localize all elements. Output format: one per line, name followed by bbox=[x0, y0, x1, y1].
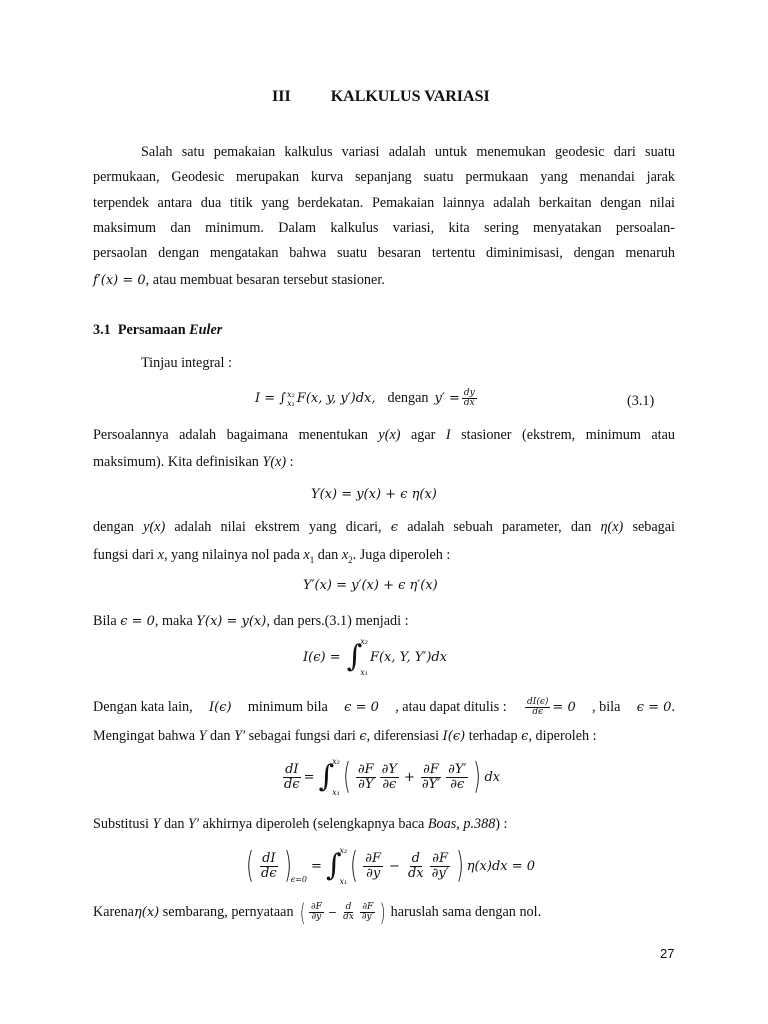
section-title-italic: Euler bbox=[189, 322, 223, 338]
integral-sign: ∫ bbox=[325, 848, 342, 883]
frac-den: ∂y bbox=[311, 912, 322, 923]
frac-dY-de bbox=[380, 763, 399, 791]
t: Boas, p.388 bbox=[427, 816, 496, 832]
t: Substitusi bbox=[93, 816, 153, 832]
t: ϵ = 0 bbox=[636, 700, 672, 715]
frac-d-dx-small bbox=[341, 903, 356, 923]
frac-den: dx bbox=[407, 865, 424, 881]
t: Y(x) bbox=[262, 454, 287, 470]
equation-Yprime: Y′(x) = y′(x) + ϵ η′(x) bbox=[303, 578, 438, 593]
t: Bila bbox=[93, 613, 121, 629]
t: , bila bbox=[592, 699, 621, 715]
t: Persoalannya adalah bagaimana menentukan bbox=[93, 427, 379, 443]
frac-dF-dyp bbox=[430, 852, 451, 880]
t: 1 bbox=[309, 554, 315, 565]
frac-num: d bbox=[411, 850, 420, 866]
equation-dI-de bbox=[280, 757, 500, 797]
frac-num: ∂F bbox=[357, 761, 374, 777]
t: dan bbox=[206, 728, 235, 744]
page-number: 27 bbox=[660, 946, 675, 961]
lower-limit: x₁ bbox=[332, 788, 340, 797]
p3-line-2 bbox=[93, 543, 450, 573]
t: x bbox=[157, 547, 164, 563]
frac-num: dI bbox=[285, 761, 299, 777]
p2-line-1 bbox=[93, 427, 675, 444]
t: , maka bbox=[154, 613, 197, 629]
t: η(x) bbox=[600, 519, 624, 535]
equation-3-1 bbox=[255, 386, 479, 411]
dx: dx bbox=[484, 769, 501, 785]
frac-d-dx bbox=[406, 852, 426, 880]
eq31-body: F(x, y, y′)dx, bbox=[296, 391, 376, 407]
frac-num: ∂F bbox=[310, 901, 322, 912]
p5-line-2 bbox=[93, 724, 597, 749]
t: , diperoleh : bbox=[528, 728, 597, 744]
t: terhadap bbox=[465, 728, 522, 744]
frac-num: dy bbox=[463, 387, 475, 398]
t: Y bbox=[152, 816, 161, 832]
t: x bbox=[341, 547, 349, 563]
section-number: 3.1 bbox=[93, 322, 111, 338]
eq31-lower-limit: x₁ bbox=[287, 398, 295, 408]
t: , dan pers.(3.1) menjadi : bbox=[266, 613, 409, 629]
t: ) : bbox=[495, 816, 508, 832]
tinjau-text: Tinjau integral : bbox=[141, 355, 232, 371]
frac-num: dI bbox=[262, 850, 276, 866]
t: dan bbox=[314, 547, 342, 563]
t: dengan bbox=[93, 519, 144, 535]
p7-line bbox=[93, 900, 541, 925]
frac-dF-dy bbox=[363, 852, 383, 880]
p4-line bbox=[93, 609, 409, 634]
plus: + bbox=[403, 769, 415, 785]
chapter-number: III bbox=[272, 88, 291, 105]
eqI-lhs: I(ϵ) = bbox=[303, 649, 341, 665]
section-title: Persamaan bbox=[117, 322, 186, 338]
right-paren: ) bbox=[473, 756, 482, 797]
equals: = bbox=[303, 769, 315, 785]
t: dan bbox=[160, 816, 189, 832]
t: haruslah sama dengan nol. bbox=[387, 904, 542, 920]
frac-den: dϵ bbox=[284, 776, 300, 792]
frac-num: ∂Y bbox=[381, 761, 397, 777]
frac-den: ∂y′ bbox=[361, 912, 374, 923]
frac-den: ∂y′ bbox=[431, 865, 449, 881]
frac-num: ∂Y′ bbox=[448, 761, 467, 777]
p5-line-1 bbox=[93, 695, 675, 720]
frac-den: ∂Y bbox=[358, 776, 374, 792]
upper-limit: x₂ bbox=[332, 757, 340, 766]
t: Y′ bbox=[188, 816, 200, 832]
t: , atau dapat ditulis : bbox=[395, 699, 507, 715]
t: Y(x) = y(x) bbox=[196, 614, 267, 629]
intro-tail: , atau membuat besaran tersebut stasioner. bbox=[145, 272, 385, 288]
intro-line-1: Salah satu pemakaian kalkulus variasi adalah untuk menemukan geodesic dari suatu bbox=[141, 144, 675, 160]
t: Dengan kata lain, bbox=[93, 699, 193, 715]
chapter-title: KALKULUS VARIASI bbox=[330, 88, 490, 105]
equation-Y: Y(x) = y(x) + ϵ η(x) bbox=[311, 487, 437, 502]
eps-zero: ϵ=0 bbox=[290, 875, 307, 884]
frac-dF-dy-small bbox=[309, 903, 324, 923]
left-paren: ( bbox=[246, 845, 254, 886]
t: x bbox=[303, 547, 310, 563]
frac-num: ∂F bbox=[365, 850, 382, 866]
frac-den: dϵ bbox=[261, 865, 277, 881]
t: . bbox=[671, 699, 675, 715]
frac-num: d bbox=[345, 901, 352, 912]
frac-num: ∂F bbox=[432, 850, 448, 866]
t: Karena bbox=[93, 904, 134, 920]
integral-sign: ∫ bbox=[346, 639, 363, 674]
frac-den: dϵ bbox=[532, 707, 544, 718]
frac-den: ∂Y′ bbox=[421, 776, 441, 792]
frac-den: ∂y bbox=[366, 865, 381, 881]
frac-dI-de bbox=[259, 852, 279, 880]
t: adalah nilai ekstrem yang dicari, bbox=[165, 519, 391, 535]
right-paren: ) bbox=[455, 845, 464, 886]
p3-line-1 bbox=[93, 519, 675, 536]
frac-dF-dYp bbox=[420, 763, 442, 791]
t: minimum bila bbox=[247, 699, 328, 715]
left-paren: ( bbox=[350, 845, 359, 886]
t: adalah sebuah parameter, dan bbox=[398, 519, 601, 535]
t: fungsi dari bbox=[93, 547, 158, 563]
frac-num: ∂F bbox=[362, 901, 374, 912]
t: ϵ bbox=[359, 729, 367, 744]
dIe-frac-group bbox=[523, 695, 576, 720]
equals: = bbox=[310, 858, 322, 874]
t: Mengingat bahwa bbox=[93, 728, 199, 744]
section-heading bbox=[93, 322, 222, 339]
t: akhirnya diperoleh (selengkapnya baca bbox=[199, 816, 428, 832]
eq31-yprime: y′ = bbox=[434, 391, 460, 407]
t: y(x) bbox=[378, 427, 401, 443]
t: 2 bbox=[348, 554, 353, 565]
t: I(ϵ) bbox=[208, 700, 232, 715]
t: η(x) bbox=[133, 905, 160, 920]
t: ϵ = 0 bbox=[120, 614, 155, 629]
eq-number-3-1: (3.1) bbox=[627, 393, 655, 409]
euler-tail: η(x)dx = 0 bbox=[466, 858, 536, 874]
t: stasioner (ekstrem, minimum atau bbox=[450, 427, 675, 443]
t: sebagai fungsi dari bbox=[245, 728, 360, 744]
minus: − bbox=[327, 906, 338, 919]
eq31-dydx bbox=[462, 389, 477, 409]
p6-line bbox=[93, 812, 508, 837]
intro-math: f′(x) = 0 bbox=[93, 273, 146, 288]
upper-limit: x₂ bbox=[360, 637, 368, 646]
t: maksimum). Kita definisikan bbox=[93, 454, 263, 470]
chapter-heading bbox=[272, 88, 490, 106]
frac-dYp-de bbox=[446, 763, 468, 791]
t: , yang nilainya nol pada bbox=[163, 547, 304, 563]
frac-num: dI(ϵ) bbox=[527, 696, 549, 707]
dIe-frac bbox=[525, 698, 550, 718]
t: ϵ bbox=[521, 729, 529, 744]
intro-line-6 bbox=[93, 268, 385, 293]
t: , diferensiasi bbox=[366, 728, 443, 744]
right-paren: ) bbox=[283, 845, 292, 886]
frac-dF-dY bbox=[356, 763, 376, 791]
lower-limit: x₁ bbox=[339, 877, 348, 886]
intro-line-5: persaolan dengan mengatakan bahwa suatu besaran tertentu diminimisasi, dengan menaruh bbox=[93, 245, 675, 261]
right-paren: ) bbox=[379, 898, 386, 927]
t: = 0 bbox=[552, 700, 576, 715]
equation-I-eps bbox=[303, 637, 447, 677]
t: Y′ bbox=[234, 728, 246, 744]
t: sebagai bbox=[623, 519, 675, 535]
frac-den: dx bbox=[463, 398, 475, 409]
t: I(ϵ) bbox=[442, 729, 466, 744]
t: I bbox=[445, 427, 451, 443]
eq31-dengan: dengan bbox=[387, 390, 429, 406]
intro-line-3: terpendek antara dua titik yang berdekatan. Pemakaian lainnya adalah berkaitan dengan nilai bbox=[93, 195, 675, 211]
t: Y bbox=[198, 728, 207, 744]
frac-dF-dyp-small bbox=[360, 903, 376, 923]
p2-line-2 bbox=[93, 450, 294, 475]
intro-line-4: maksimum dan minimum. Dalam kalkulus variasi, kita sering menyatakan persoalan- bbox=[93, 220, 675, 236]
t: sembarang, pernyataan bbox=[159, 904, 294, 920]
equation-euler bbox=[243, 846, 535, 886]
integral-sign: ∫ bbox=[318, 759, 335, 794]
t: ϵ bbox=[390, 520, 399, 535]
t: : bbox=[286, 454, 294, 470]
minus: − bbox=[389, 858, 400, 874]
frac-den: ∂ϵ bbox=[382, 776, 397, 792]
lower-limit: x₁ bbox=[360, 668, 368, 677]
intro-line-2: permukaan, Geodesic merupakan kurva sepanjang suatu permukaan yang menandai jarak bbox=[93, 169, 675, 185]
upper-limit: x₂ bbox=[339, 846, 348, 855]
left-paren: ( bbox=[343, 756, 351, 797]
t: y(x) bbox=[143, 519, 166, 535]
frac-dI-de bbox=[282, 763, 302, 791]
eq31-lhs: I = ∫ bbox=[255, 391, 287, 407]
frac-den: dx bbox=[343, 912, 354, 923]
frac-den: ∂ϵ bbox=[450, 776, 465, 792]
left-paren: ( bbox=[299, 898, 306, 927]
t: agar bbox=[400, 427, 446, 443]
t: ϵ = 0 bbox=[344, 700, 379, 715]
frac-num: ∂F bbox=[423, 761, 439, 777]
t: . Juga diperoleh : bbox=[352, 547, 451, 563]
eqI-body: F(x, Y, Y′)dx bbox=[369, 649, 448, 665]
eq31-upper-limit: x₂ bbox=[287, 389, 295, 399]
